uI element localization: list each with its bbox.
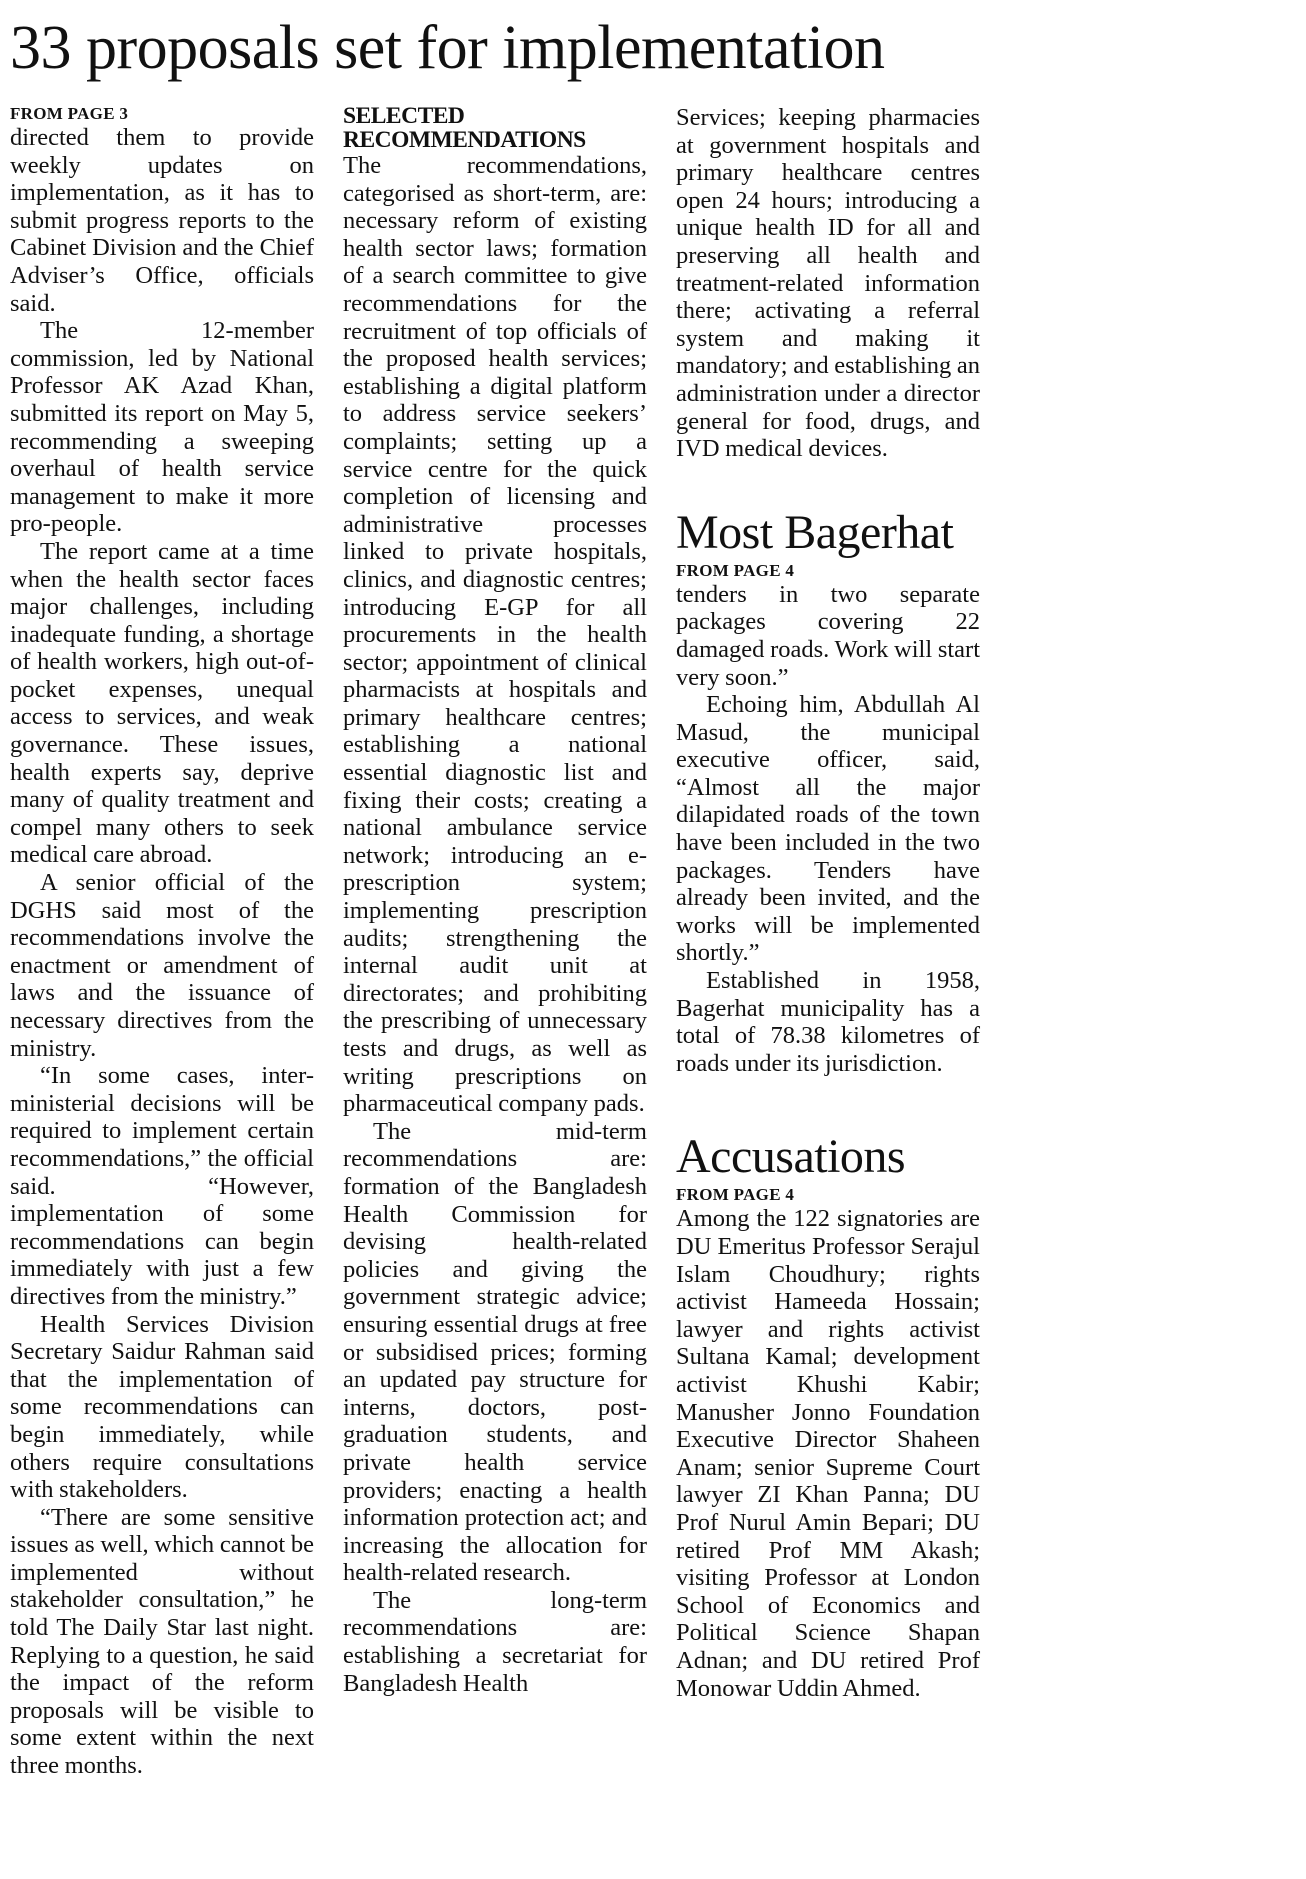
paragraph: directed them to provide weekly updates on implementation, as it has to submit progress reports to the Cabinet Division and the Chief Adviser’s Office, officials said. xyxy=(10,124,314,317)
headline: 33 proposals set for implementation xyxy=(10,14,885,82)
paragraph: Echoing him, Abdullah Al Masud, the municipal executive officer, said, “Almost all the major dilapidated roads of the town have been included in the two packages. Tenders have already been invited, and the works will be implemented shortly.” xyxy=(676,691,980,967)
paragraph: The recommendations, categorised as short-term, are: necessary reform of existing health sector laws; formation of a search committee to give recommendations for the recruitment of top officials of the proposed health services; establishing a digital platform to address service seekers’ complaints; setting up a service centre for the quick completion of licensing and administrative processes linked to private hospitals, clinics, and diagnostic centres; introducing E-GP for all procurements in the health sector; appointment of clinical pharmacists at hospitals and primary healthcare centres; establishing a national essential diagnostic list and fixing their costs; creating a national ambulance service network; introducing an e-prescription system; implementing prescription audits; strengthening the internal audit unit at directorates; and prohibiting the prescribing of unnecessary tests and drugs, as well as writing prescriptions on pharmaceutical company pads. xyxy=(343,152,647,1118)
subhead: SELECTED RECOMMENDATIONS xyxy=(343,103,586,153)
story-body xyxy=(343,152,647,1697)
paragraph: Services; keeping pharmacies at government hospitals and primary healthcare centres open 24 hours; introducing a unique health ID for all and preserving all health and treatment-related information there; activating a referral system and making it mandatory; and establishing an administration under a director general for food, drugs, and IVD medical devices. xyxy=(676,104,980,463)
story-body-bagerhat xyxy=(676,581,980,1078)
paragraph: The report came at a time when the health sector faces major challenges, including inadequate funding, a shortage of health workers, high out-of-pocket expenses, unequal access to services, and weak governance. These issues, health experts say, deprive many of quality treatment and compel many others to seek medical care abroad. xyxy=(10,537,314,869)
from-page-label: FROM PAGE 3 xyxy=(10,104,129,123)
paragraph: The long-term recommendations are: establishing a secretariat for Bangladesh Health xyxy=(343,1586,647,1697)
story-body xyxy=(10,124,314,1780)
column-3 xyxy=(676,104,980,1702)
from-page-label: FROM PAGE 4 xyxy=(676,1185,795,1205)
story-title-bagerhat: Most Bagerhat xyxy=(676,505,954,559)
paragraph: tenders in two separate packages covering 22 damaged roads. Work will start very soon.” xyxy=(676,580,980,691)
paragraph: The mid-term recommendations are: formation of the Bangladesh Health Commission for devising health-related policies and giving the government strategic advice; ensuring essential drugs at free or subsidised prices; forming an updated pay structure for interns, doctors, post-graduation students, and private health service providers; enacting a health information protection act; and increasing the allocation for health-related research. xyxy=(343,1117,647,1587)
paragraph: Established in 1958, Bagerhat municipality has a total of 78.38 kilometres of roads under its jurisdiction. xyxy=(676,967,980,1077)
story-title-accusations: Accusations xyxy=(676,1130,906,1184)
paragraph: “There are some sensitive issues as well, which cannot be implemented without stakeholder consultation,” he told The Daily Star last night. Replying to a question, he said the impact of the reform proposals will be visible to some extent within the next three months. xyxy=(10,1503,314,1780)
story-body-accusations xyxy=(676,1205,980,1702)
paragraph: The 12-member commission, led by National Professor AK Azad Khan, submitted its report on May 5, recommending a sweeping overhaul of health service management to make it more pro-people. xyxy=(10,317,314,538)
column-2 xyxy=(343,104,647,1697)
paragraph: A senior official of the DGHS said most of the recommendations involve the enactment or amendment of laws and the issuance of necessary directives from the ministry. xyxy=(10,869,314,1062)
from-page-label: FROM PAGE 4 xyxy=(676,560,795,580)
column-1 xyxy=(10,104,314,1780)
paragraph: Health Services Division Secretary Saidur Rahman said that the implementation of some recommendations can begin immediately, while others require consultations with stakeholders. xyxy=(10,1310,314,1504)
paragraph: “In some cases, inter-ministerial decisions will be required to implement certain recommendations,” the official said. “However, implementation of some recommendations can begin immediately with just a few directives from the ministry.” xyxy=(10,1062,314,1310)
paragraph: Among the 122 signatories are DU Emeritus Professor Serajul Islam Choudhury; rights activist Hameeda Hossain; lawyer and rights activist Sultana Kamal; development activist Khushi Kabir; Manusher Jonno Foundation Executive Director Shaheen Anam; senior Supreme Court lawyer ZI Khan Panna; DU Prof Nurul Amin Bepari; DU retired Prof MM Akash; visiting Professor at London School of Economics and Political Science Shapan Adnan; and DU retired Prof Monowar Uddin Ahmed. xyxy=(676,1205,980,1702)
story-body-continuation xyxy=(676,104,980,463)
